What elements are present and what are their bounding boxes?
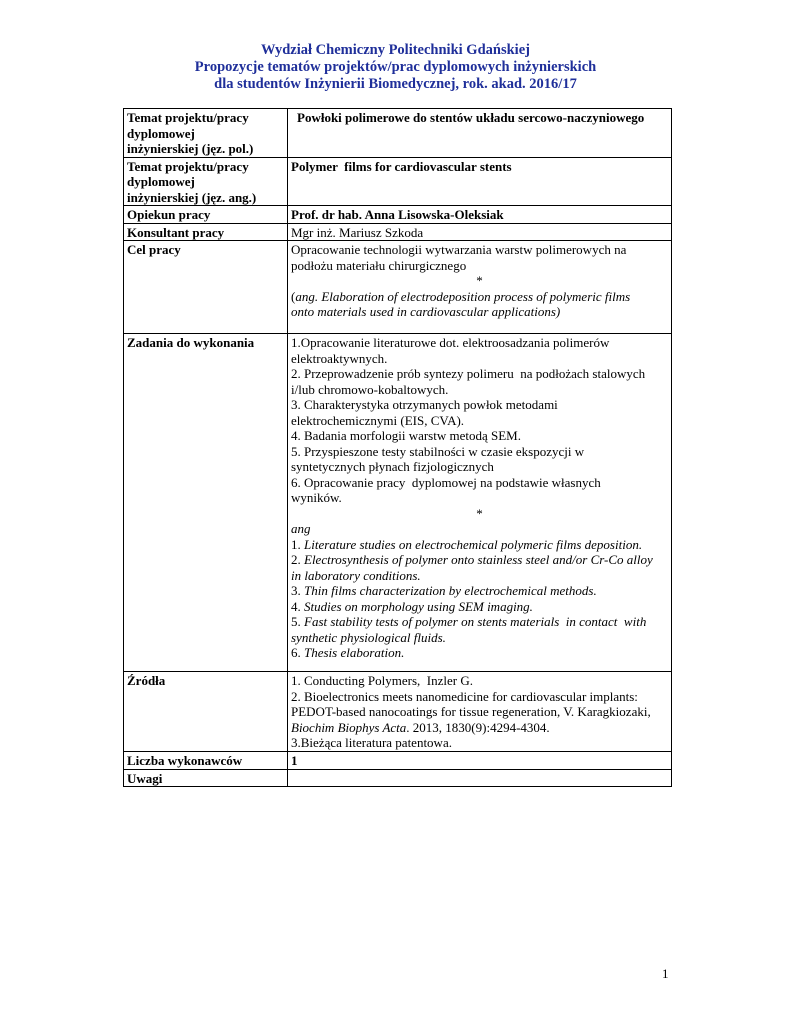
row-executors	[124, 752, 672, 770]
label-notes: Uwagi	[124, 769, 288, 787]
row-tasks	[124, 334, 672, 672]
label-tasks: Zadania do wykonania	[124, 334, 288, 672]
value-tasks: 1.Opracowanie literaturowe dot. elektroosadzania polimerów elektroaktywnych. 2. Przeprowadzenie prób syntezy polimeru na podłożach stalowych i/lub chromowo-kobaltowych. 3. Charakterystyka otrzymanych powłok metodami elektrochemicznymi (EIS, CVA). 4. Badania morfologii warstw metodą SEM. 5. Przyspieszone testy stabilności w czasie ekspozycji w syntetycznych płynach fizjologicznych 6. Opracowanie pracy dyplomowej na podstawie własnych wyników. * ang 1. Literature studies on electrochemical polymeric films deposition. 2. Electrosynthesis of polymer onto stainless steel and/or Cr-Co alloy in laboratory conditions. 3. Thin films characterization by electrochemical methods. 4. Studies on morphology using SEM imaging. 5. Fast stability tests of polymer on stents materials in contact with synthetic physiological fluids. 6. Thesis elaboration.	[288, 334, 672, 672]
value-supervisor: Prof. dr hab. Anna Lisowska-Oleksiak	[288, 206, 672, 224]
value-notes	[288, 769, 672, 787]
program-year-title: dla studentów Inżynierii Biomedycznej, rok. akad. 2016/17	[214, 76, 577, 92]
label-aim: Cel pracy	[124, 241, 288, 334]
label-executors: Liczba wykonawców	[124, 752, 288, 770]
row-notes	[124, 769, 672, 787]
label-topic-en: Temat projektu/pracy dyplomowej inżynierskiej (jęz. ang.)	[124, 157, 288, 206]
value-sources: 1. Conducting Polymers, Inzler G. 2. Bioelectronics meets nanomedicine for cardiovascular implants: PEDOT-based nanocoatings for tissue regeneration, V. Karagkiozaki, Biochim Biophys Acta. 2013, 1830(9):4294-4304. 3.Bieżąca literatura patentowa.	[288, 672, 672, 752]
value-aim: Opracowanie technologii wytwarzania warstw polimerowych na podłożu materiału chirurgicznego * (ang. Elaboration of electrodeposition process of polymeric films onto materials used in cardiovascular applications)	[288, 241, 672, 334]
document-header	[0, 42, 791, 93]
page-number: 1	[662, 966, 669, 981]
proposal-title: Propozycje tematów projektów/prac dyplomowych inżynierskich	[194, 59, 597, 75]
label-supervisor: Opiekun pracy	[124, 206, 288, 224]
value-executors: 1	[288, 752, 672, 770]
label-topic-pl: Temat projektu/pracy dyplomowej inżynierskiej (jęz. pol.)	[124, 109, 288, 158]
row-topic-en	[124, 157, 672, 206]
value-topic-en: Polymer films for cardiovascular stents	[288, 157, 672, 206]
separator-star: *	[476, 505, 483, 521]
faculty-title: Wydział Chemiczny Politechniki Gdańskiej	[261, 42, 530, 58]
value-topic-pl: Powłoki polimerowe do stentów układu sercowo-naczyniowego	[288, 109, 672, 158]
label-sources: Źródła	[124, 672, 288, 752]
separator-star: *	[476, 273, 483, 288]
row-aim	[124, 241, 672, 334]
label-consultant: Konsultant pracy	[124, 223, 288, 241]
row-supervisor	[124, 206, 672, 224]
row-sources	[124, 672, 672, 752]
value-consultant: Mgr inż. Mariusz Szkoda	[288, 223, 672, 241]
row-topic-pl	[124, 109, 672, 158]
row-consultant	[124, 223, 672, 241]
thesis-proposal-table	[123, 108, 672, 787]
